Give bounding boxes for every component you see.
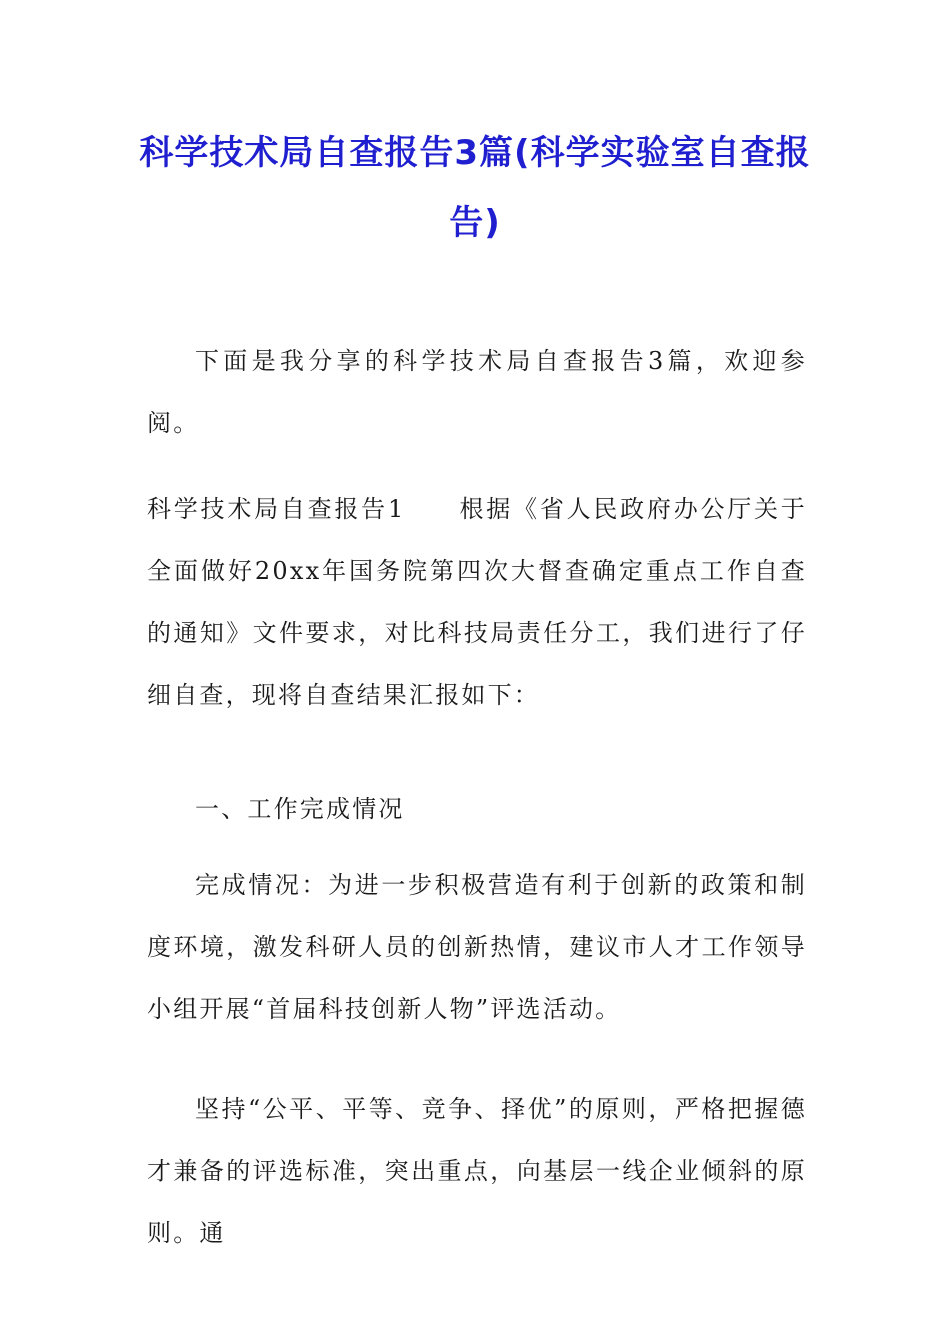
document-title: 科学技术局自查报告3篇(科学实验室自查报告) (139, 133, 811, 243)
paragraph-principles: 坚持“公平、平等、竞争、择优”的原则，严格把握德才兼备的评选标准，突出重点，向基层一线企业倾斜的原则。通 (147, 1095, 807, 1247)
intro-paragraph: 下面是我分享的科学技术局自查报告3篇，欢迎参阅。 (147, 347, 807, 437)
paragraph-completion: 完成情况：为进一步积极营造有利于创新的政策和制度环境，激发科研人员的创新热情，建议市人才工作领导小组开展“首届科技创新人物”评选活动。 (147, 871, 807, 1023)
section-heading: 一、工作完成情况 (195, 795, 405, 823)
paragraph-report-1: 科学技术局自查报告1 根据《省人民政府办公厅关于全面做好20xx年国务院第四次大督查确定重点工作自查的通知》文件要求，对比科技局责任分工，我们进行了仔细自查，现将自查结果汇报如下： (147, 495, 807, 709)
